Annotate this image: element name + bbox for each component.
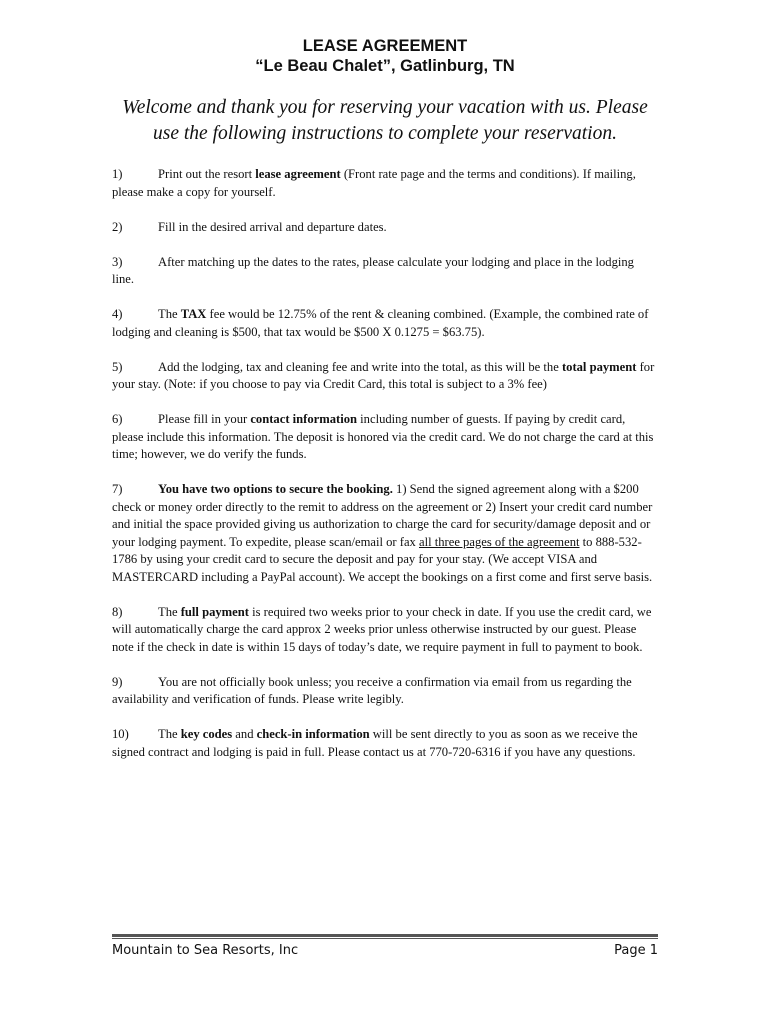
instruction-item-5 [112,359,658,394]
document-subtitle: “Le Beau Chalet”, Gatlinburg, TN [255,57,515,75]
instruction-item-10 [112,726,658,761]
item-text: for your stay. (Note: if you choose to pay via Credit Card, this total is subject to a 3% fee) [112,359,655,391]
item-bold-text: check-in information [256,727,370,741]
page-footer [112,942,658,960]
item-text: will be sent directly to you as soon as we receive the signed contract and lodging is paid in full. Please contact us at 770-720-6316 if you have any questions. [112,727,638,759]
item-text: is required two weeks prior to your check in date. If you use the credit card, we will automatically charge the card approx 2 weeks prior unless otherwise instructed by our guest. Please note if the check in date is within 15 days of today’s date, we require payment in full to payment to book. [112,604,652,654]
item-text: Please fill in your [158,412,251,426]
instruction-item-1 [112,166,658,201]
item-number: 9) [112,674,123,689]
item-text: 1) Send the signed agreement along with a $200 check or money order directly to the remit to address on the agreement or 2) Insert your credit card number and initial the space provided giving us authorization to charge the card for security/damage deposit and or your lodging payment. To expedite, please scan/email or fax [112,482,653,549]
document-title: LEASE AGREEMENT [302,37,468,55]
item-text: Print out the resort [158,167,256,181]
item-text: to 888-532-1786 by using your credit card to secure the deposit and pay for your stay. (We accept VISA and MASTERCARD including a PayPal account). We accept the bookings on a first come and first serve basis. [112,534,653,584]
item-bold-text: key codes [180,727,233,741]
item-text: (Front rate page and the terms and conditions). If mailing, please make a copy for yourself. [112,167,636,199]
item-number: 10) [112,727,129,741]
item-underlined-text: all three pages of the agreement [419,534,580,549]
item-bold-text: full payment [180,604,249,619]
footer-company: Mountain to Sea Resorts, Inc [112,943,299,958]
item-text: fee would be 12.75% of the rent & cleaning combined. (Example, the combined rate of lodging and cleaning is $500, that tax would be $500 X 0.1275 = $63.75). [112,307,649,339]
item-number: 1) [112,167,123,181]
item-text: and [232,727,257,741]
item-bold-text: total payment [561,359,637,374]
footer-divider [112,934,658,937]
footer-page-number: Page 1 [614,943,658,958]
item-bold-text: TAX [180,307,207,321]
footer-divider-thin [112,938,658,939]
item-text: The [158,307,181,321]
item-number: 7) [112,482,123,496]
instruction-item-6 [112,411,658,464]
instruction-item-7 [112,481,658,586]
item-text: Fill in the desired arrival and departure dates. [158,219,387,234]
item-text: You are not officially book unless; you receive a confirmation via email from us regarding the availability and verification of funds. Please write legibly. [112,674,632,706]
item-number: 8) [112,604,123,619]
item-text: After matching up the dates to the rates, please calculate your lodging and place in the lodging line. [112,254,634,286]
item-number: 2) [112,219,123,234]
item-text: The [158,727,181,741]
item-text: The [158,604,181,619]
instruction-item-4 [112,306,658,341]
welcome-message: Welcome and thank you for reserving your vacation with us. Please use the following instructions to complete your reservation. [122,97,648,144]
instruction-item-3 [112,254,658,289]
item-number: 5) [112,359,123,374]
item-number: 4) [112,307,123,321]
item-bold-text: contact information [250,412,358,426]
item-number: 3) [112,254,123,269]
document-page [112,36,658,779]
item-number: 6) [112,412,123,426]
instruction-item-9 [112,674,658,709]
item-bold-text: You have two options to secure the booking. [158,482,393,496]
instruction-item-2 [112,219,658,237]
instruction-list [112,166,658,761]
item-bold-text: lease agreement [255,167,341,181]
item-text: including number of guests. If paying by credit card, please include this information. The deposit is honored via the credit card. We do not charge the card at this time; however, we do verify the funds. [112,412,654,461]
instruction-item-8 [112,604,658,657]
item-text: Add the lodging, tax and cleaning fee and write into the total, as this will be the [158,359,562,374]
